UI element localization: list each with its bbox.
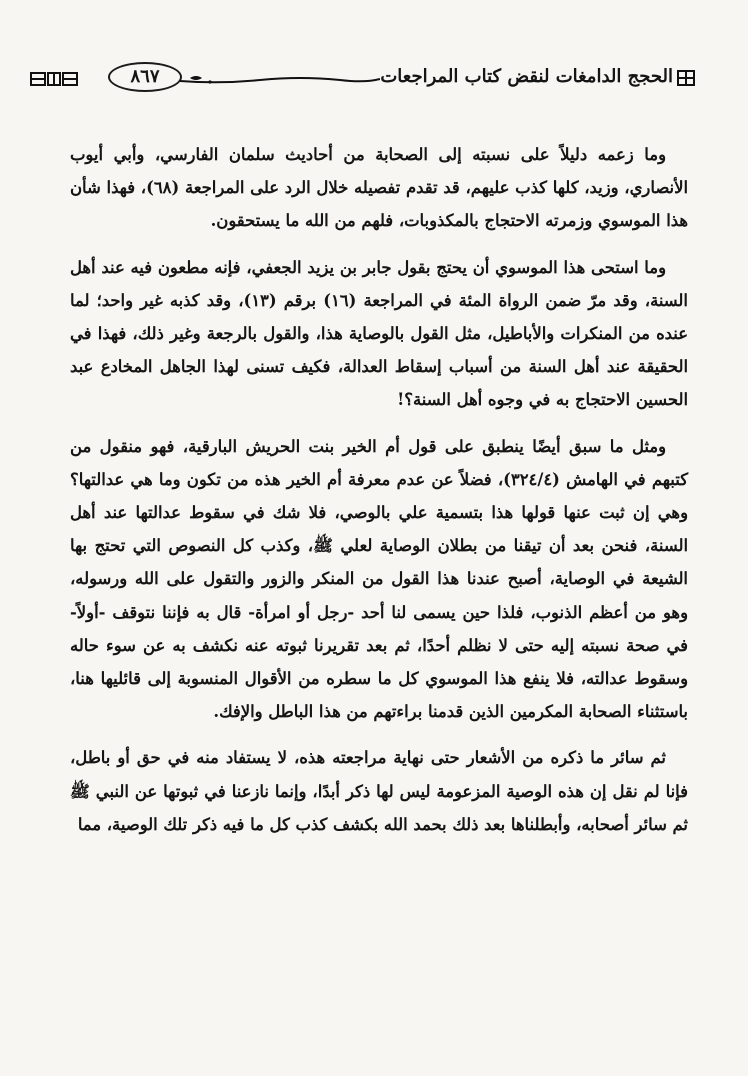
paragraph-2: وما استحى هذا الموسوي أن يحتج بقول جابر بن يزيد الجعفي، فإنه مطعون فيه عند أهل السنة، وقد مرّ ضمن الرواة المئة في المراجعة (١٦) برقم (١٣)، وقد كذبه غير واحد؛ لما عنده من المنكرات والأباطيل، مثل القول بالوصاية هذا، والقول بالرجعة وغير ذلك، فهذا في الحقيقة عند أهل السنة من أسباب إسقاط العدالة، فكيف تسنى لهذا الجاهل المخادع عبد الحسين الاحتجاج به في وجوه أهل السنة؟!	[70, 257, 689, 410]
paragraph-3: ومثل ما سبق أيضًا ينطبق على قول أم الخير بنت الحريش البارقية، فهو منقول من كتبهم في الهامش (٣٢٤/٤)، فضلاً عن عدم معرفة أم الخير هذه من تكون وما هي عدالتها؟ وهي إن ثبت عنها قولها هذا بتسمية علي بالوصي، فلا شك في سقوط عدالتها عند أهل السنة، فنحن بعد أن تيقنا من بطلان الوصاية لعلي ﷺ، وكذب كل النصوص التي تحتج بها الشيعة في الوصاية، أصبح عندنا هذا القول من المنكر والزور والتقول على الله ورسوله، وهو من أعظم الذنوب، فلذا حين يسمى لنا أحد -رجل أو امرأة- قال به فإننا نتوقف -أولاً- في صحة نسبته إليه حتى لا نظلم أحدًا، ثم بعد تقريرنا ثبوته عنه نكشف به عن سوء حاله وسقوط عدالته، فلا ينفع هذا الموسوي كل ما سطره من الأقوال المنسوبة إلى قائليها هنا، باستثناء الصحابة المكرمين الذين قدمنا براءتهم من هذا الباطل والإفك.	[70, 436, 688, 722]
header-ornament-right-icon	[677, 70, 695, 86]
header-ornament-left-icon	[30, 72, 78, 86]
page-number: ٨٦٧	[108, 62, 182, 92]
header-flourish-icon	[180, 74, 380, 86]
running-header	[30, 62, 695, 96]
page-body	[70, 138, 688, 841]
paragraph-4: ثم سائر ما ذكره من الأشعار حتى نهاية مراجعته هذه، لا يستفاد منه في حق أو باطل، فإنا لم نقل إن هذه الوصية المزعومة ليس لها ذكر أبدًا، وإنما نازعنا في ثبوتها عن النبي ﷺ ثم سائر أصحابه، وأبطلناها بعد ذلك بحمد الله بكشف كذب كل ما فيه ذكر تلك الوصية، مما	[70, 748, 688, 834]
header-title: الحجج الدامغات لنقض كتاب المراجعات	[380, 66, 673, 87]
paragraph-1: وما زعمه دليلاً على نسبته إلى الصحابة من أحاديث سلمان الفارسي، وأبي أيوب الأنصاري، وزيد، كلها كذب عليهم، قد تقدم تفصيله خلال الرد على المراجعة (٦٨)، فهذا شأن هذا الموسوي وزمرته الاحتجاج بالمكذوبات، فلهم من الله ما يستحقون.	[70, 145, 688, 231]
